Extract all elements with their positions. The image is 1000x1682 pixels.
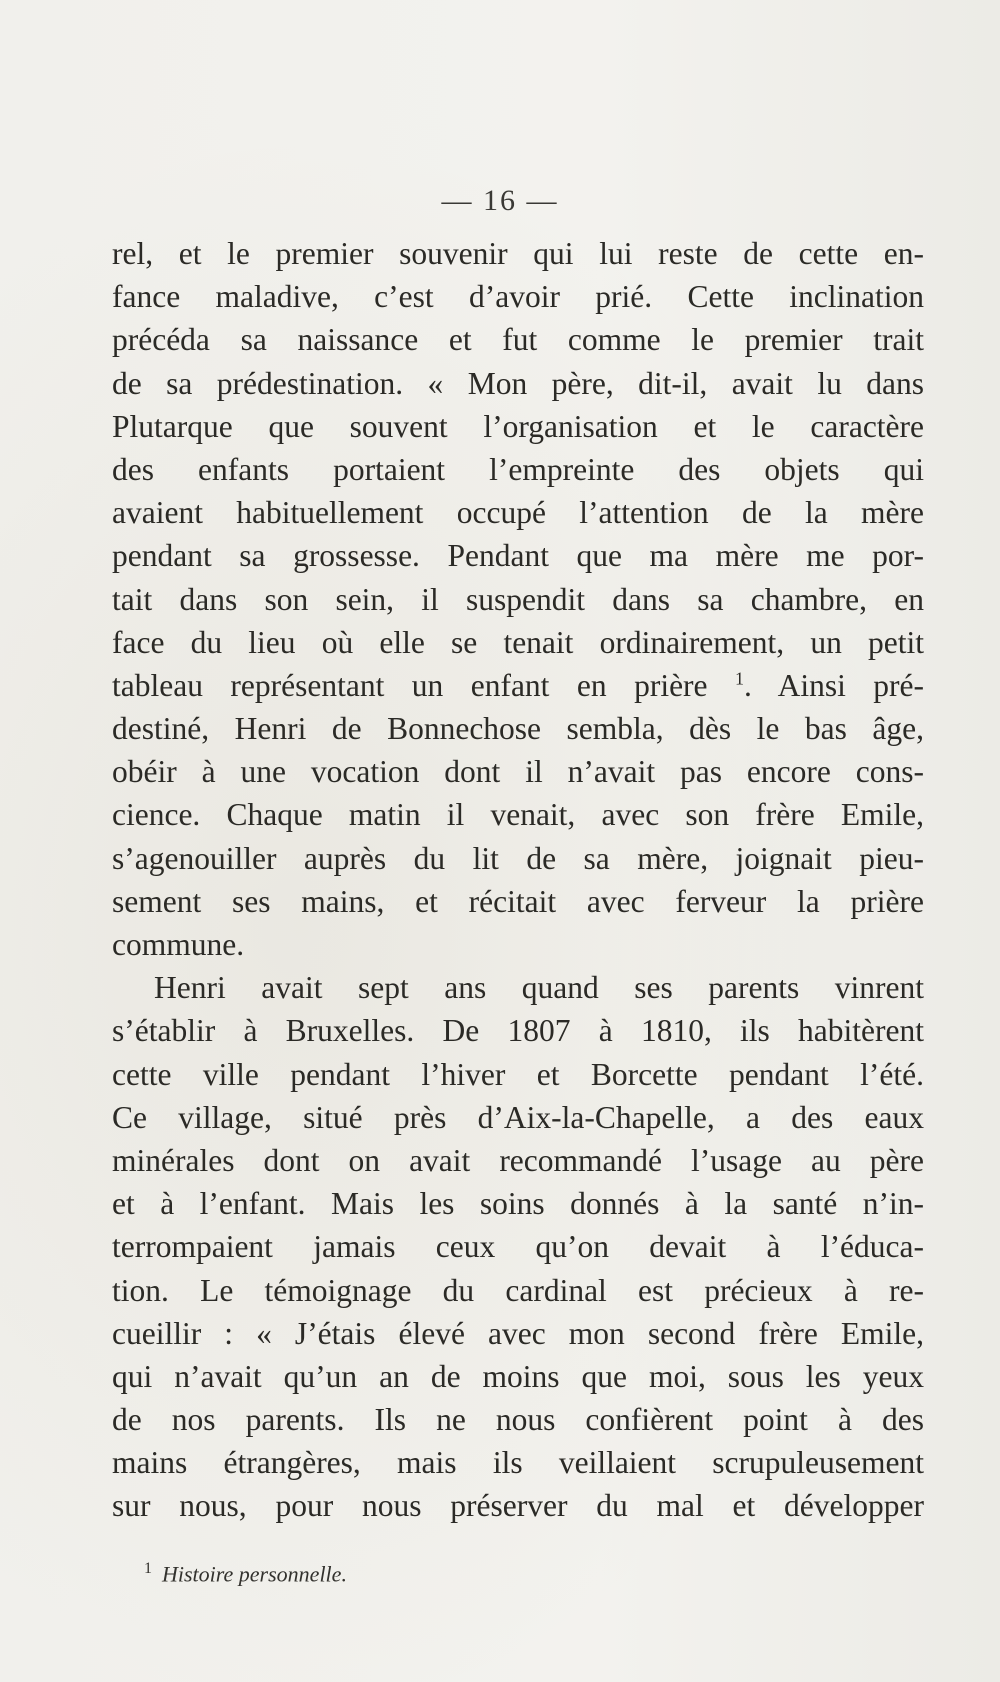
text-line: mains étrangères, mais ils veillaient scrupuleusement bbox=[112, 1445, 924, 1481]
text-line: terrompaient jamais ceux qu’on devait à l’éduca- bbox=[112, 1229, 924, 1265]
text-line: cette ville pendant l’hiver et Borcette pendant l’été. bbox=[112, 1056, 924, 1092]
text-line-with-footnote-ref bbox=[112, 664, 924, 707]
text-line: fance maladive, c’est d’avoir prié. Cette inclination bbox=[112, 279, 924, 315]
page-number: — 16 — bbox=[441, 184, 559, 217]
footnote-reference: 1 bbox=[735, 668, 744, 689]
text-line: Ce village, situé près d’Aix-la-Chapelle, a des eaux bbox=[112, 1099, 924, 1135]
text-line: précéda sa naissance et fut comme le premier trait bbox=[112, 322, 924, 358]
text-line: face du lieu où elle se tenait ordinairement, un petit bbox=[112, 624, 924, 660]
text-line: pendant sa grossesse. Pendant que ma mère me por- bbox=[112, 538, 924, 574]
text-line: sur nous, pour nous préserver du mal et développer bbox=[112, 1488, 924, 1524]
text-line: et à l’enfant. Mais les soins donnés à la santé n’in- bbox=[112, 1186, 924, 1222]
text-line: de sa prédestination. « Mon père, dit-il, avait lu dans bbox=[112, 365, 924, 401]
text-line: tion. Le témoignage du cardinal est précieux à re- bbox=[112, 1272, 924, 1308]
footnote-text: Histoire personnelle. bbox=[162, 1561, 347, 1587]
text-fragment: . Ainsi pré- bbox=[744, 667, 925, 703]
text-fragment: tableau représentant un enfant en prière bbox=[112, 667, 708, 703]
text-line: Henri avait sept ans quand ses parents vinrent bbox=[154, 970, 924, 1006]
text-line: cueillir : « J’étais élevé avec mon second frère Emile, bbox=[112, 1315, 924, 1351]
text-line: des enfants portaient l’empreinte des objets qui bbox=[112, 451, 924, 487]
text-line: cience. Chaque matin il venait, avec son frère Emile, bbox=[112, 797, 924, 833]
text-line: Plutarque que souvent l’organisation et le caractère bbox=[112, 408, 924, 444]
text-line: rel, et le premier souvenir qui lui reste de cette en- bbox=[112, 236, 924, 271]
footnote-number: 1 bbox=[144, 1560, 152, 1577]
text-line: de nos parents. Ils ne nous confièrent point à des bbox=[112, 1402, 924, 1438]
text-line: minérales dont on avait recommandé l’usage au père bbox=[112, 1142, 924, 1178]
footnote bbox=[144, 1560, 347, 1587]
text-line: commune. bbox=[112, 927, 245, 962]
text-line: qui n’avait qu’un an de moins que moi, sous les yeux bbox=[112, 1358, 924, 1394]
text-line: sement ses mains, et récitait avec ferveur la prière bbox=[112, 883, 924, 919]
text-line: destiné, Henri de Bonnechose sembla, dès le bas âge, bbox=[112, 711, 924, 747]
text-line: tait dans son sein, il suspendit dans sa chambre, en bbox=[112, 581, 924, 617]
text-line: obéir à une vocation dont il n’avait pas encore cons- bbox=[112, 754, 924, 790]
text-line: s’agenouiller auprès du lit de sa mère, joignait pieu- bbox=[112, 840, 924, 876]
body-text bbox=[112, 232, 924, 1528]
text-line: s’établir à Bruxelles. De 1807 à 1810, ils habitèrent bbox=[112, 1013, 924, 1049]
text-line: avaient habituellement occupé l’attention de la mère bbox=[112, 495, 924, 531]
